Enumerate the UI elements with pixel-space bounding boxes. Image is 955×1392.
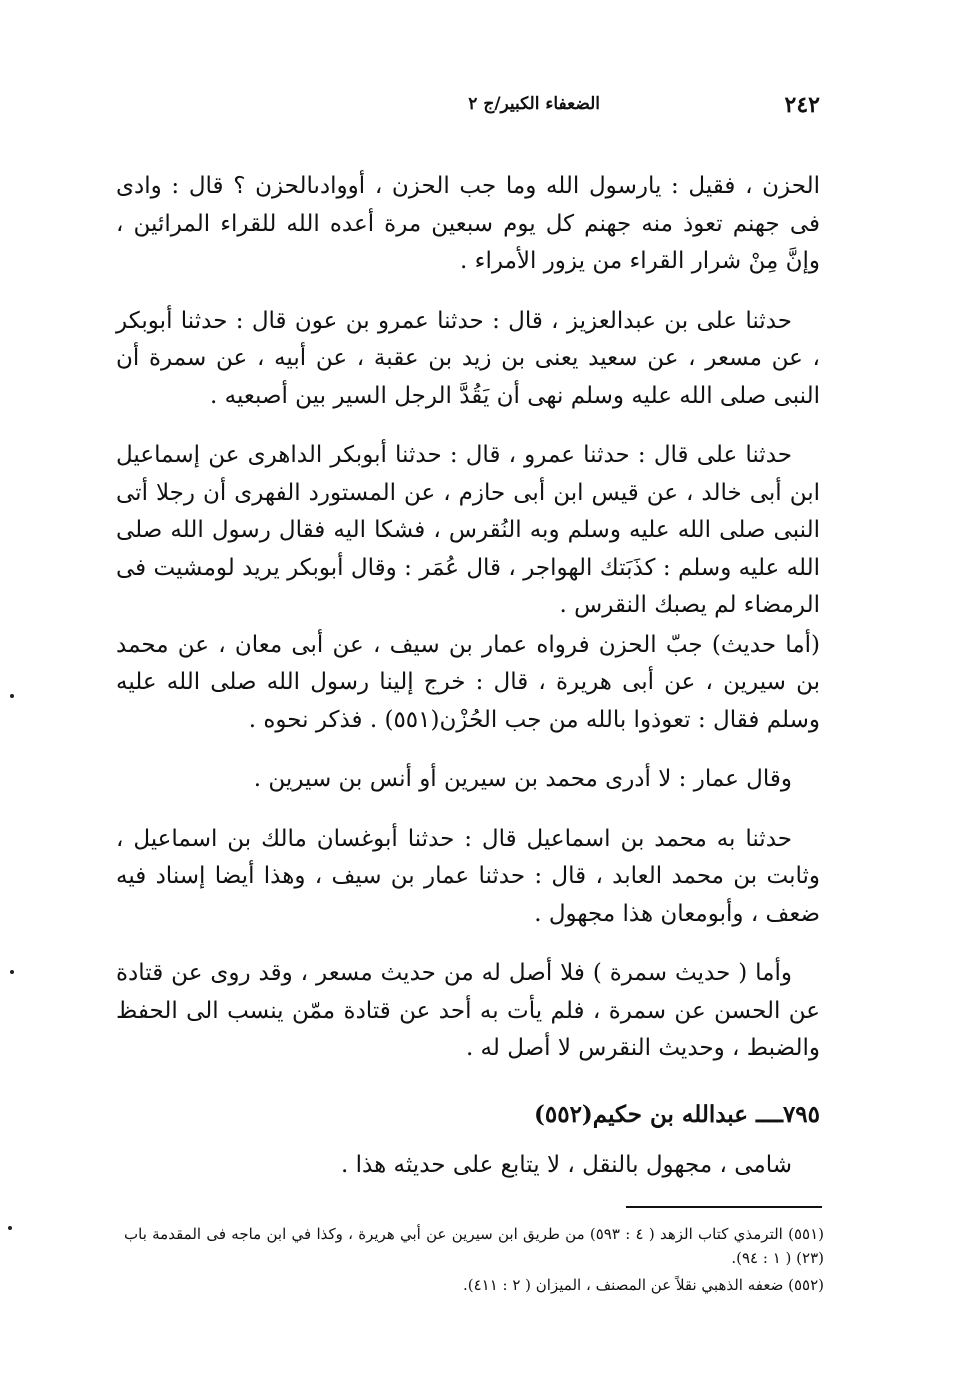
footnote: (٥٥٢) ضعفه الذهبي نقلاً عن المصنف ، الميزان ( ٢ : ٤١١). [462, 1276, 824, 1294]
paragraph: الحزن ، فقيل : يارسول الله وما جب الحزن ، أووادىالحزن ؟ قال : وادى فى جهنم تعوذ منه جهنم كل يوم سبعين مرة أعده الله للقراء المرائين ، وإنَّ مِنْ شرار القراء من يزور الأمراء . [116, 173, 820, 274]
entry-text: شامى ، مجهول بالنقل ، لا يتابع على حديثه هذا . [341, 1152, 792, 1178]
footnote-divider [626, 1206, 822, 1208]
footnote: (٥٥١) الترمذي كتاب الزهد ( ٤ : ٥٩٣) من طريق ابن سيرين عن أبي هريرة ، وكذا في ابن ماجه فى المقدمة باب (٢٣) ( ١ : ٩٤). [124, 1225, 824, 1267]
paragraph: حدثنا به محمد بن اسماعيل قال : حدثنا أبوغسان مالك بن اسماعيل ، وثابت بن محمد العابد ، قال : حدثنا عمار بن سيف ، وهذا أيضا إسناد فيه ضعف ، وأبومعان هذا مجهول . [116, 825, 820, 927]
entry-heading: ٧٩٥ــــ عبدالله بن حكيم(٥٥٢) [533, 1100, 820, 1128]
page-header [120, 92, 820, 122]
paragraph: (أما حديث) جبّ الحزن فرواه عمار بن سيف ، عن أبى معان ، عن محمد بن سيرين ، عن أبى هريرة ، قال : خرج إلينا رسول الله صلى الله عليه وسلم فقال : تعوذوا بالله من جب الحُزْن(٥٥١) . فذكر نحوه . [116, 631, 820, 733]
scan-speck [10, 694, 14, 698]
scan-speck [8, 1226, 12, 1230]
main-text [116, 168, 820, 1207]
footnotes [124, 1222, 824, 1300]
paragraph: وقال عمار : لا أدرى محمد بن سيرين أو أنس بن سيرين . [253, 766, 792, 792]
paragraph: حدثنا على بن عبدالعزيز ، قال : حدثنا عمرو بن عون قال : حدثنا أبوبكر ، عن مسعر ، عن سعيد يعنى بن زيد بن عقبة ، عن أبيه ، عن سمرة أن النبى صلى الله عليه وسلم نهى أن يَقُدَّ الرجل السير بين أصبعيه . [116, 307, 820, 409]
paragraph: حدثنا على قال : حدثنا عمرو ، قال : حدثنا أبوبكر الداهرى عن إسماعيل ابن أبى خالد ، عن قيس ابن أبى حازم ، عن المستورد الفهرى أن رجلا أتى النبى صلى الله عليه وسلم وبه النُقرس ، فشكا اليه فقال رسول الله صلى الله عليه وسلم : كذَبَتك الهواجر ، قال عُمَر : وقال أبوبكر يريد لومشيت فى الرمضاء لم يصبك النقرس . [116, 442, 820, 618]
running-title: الضعفاء الكبير/ج ٢ [468, 94, 600, 114]
paragraph: وأما ( حديث سمرة ) فلا أصل له من حديث مسعر ، وقد روى عن قتادة عن الحسن عن سمرة ، فلم يأت به أحد عن قتادة ممّن ينسب الى الحفظ والضبط ، وحديث النقرس لا أصل له . [116, 960, 820, 1061]
scan-speck [10, 970, 14, 974]
page-number: ٢٤٢ [784, 92, 820, 118]
